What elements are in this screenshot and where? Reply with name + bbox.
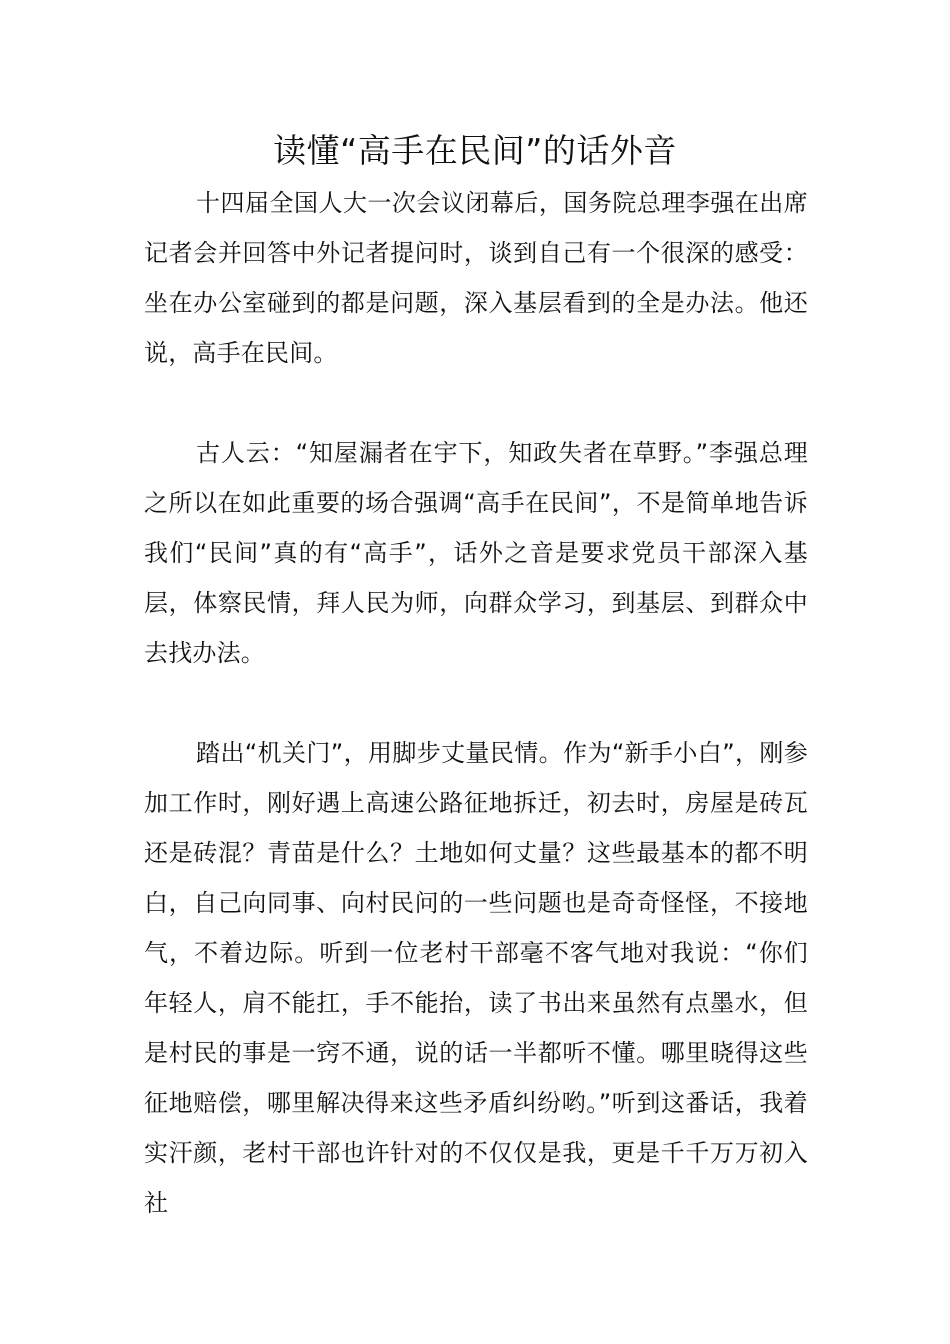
paragraph-1: 十四届全国人大一次会议闭幕后，国务院总理李强在出席记者会并回答中外记者提问时，谈到自己有一个很深的感受：坐在办公室碰到的都是问题，深入基层看到的全是办法。他还说，高手在民间。 [144, 189, 808, 367]
document-body [144, 178, 808, 1228]
paragraph-3: 踏出“机关门”，用脚步丈量民情。作为“新手小白”，刚参加工作时，刚好遇上高速公路征地拆迁，初去时，房屋是砖瓦还是砖混？青苗是什么？土地如何丈量？这些最基本的都不明白，自己向同事、向村民问的一些问题也是奇奇怪怪，不接地气，不着边际。听到一位老村干部毫不客气地对我说：“你们年轻人，肩不能扛，手不能抬，读了书出来虽然有点墨水，但是村民的事是一窍不通，说的话一半都听不懂。哪里晓得这些征地赔偿，哪里解决得来这些矛盾纠纷哟。”听到这番话，我着实汗颜，老村干部也许针对的不仅仅是我，更是千千万万初入社 [144, 739, 808, 1217]
paragraph-2: 古人云：“知屋漏者在宇下，知政失者在草野。”李强总理之所以在如此重要的场合强调“高手在民间”，不是简单地告诉我们“民间”真的有“高手”，话外之音是要求党员干部深入基层，体察民情，拜人民为师，向群众学习，到基层、到群众中去找办法。 [144, 439, 808, 667]
document-title: 读懂“高手在民间”的话外音 [273, 131, 677, 170]
